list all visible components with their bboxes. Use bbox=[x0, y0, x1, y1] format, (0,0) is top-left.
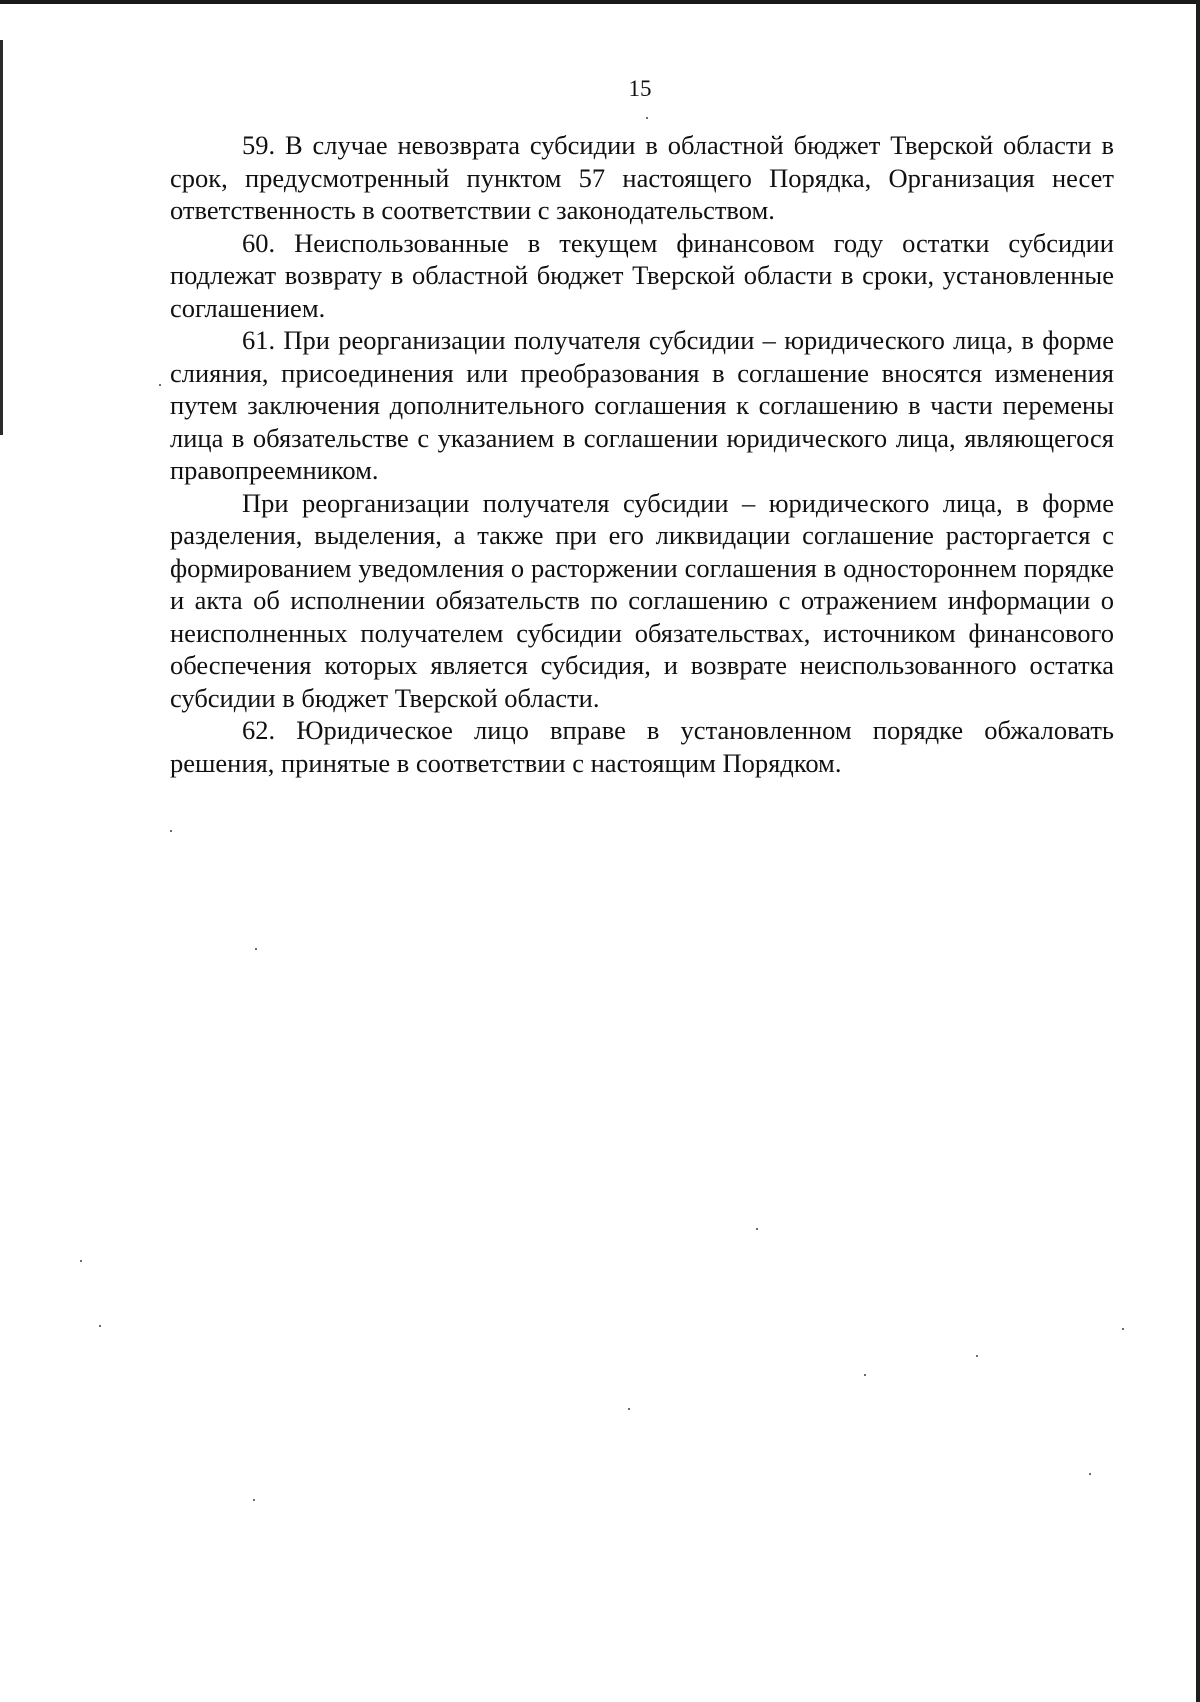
paragraph-62: 62. Юридическое лицо вправе в установленном порядке обжаловать решения, принятые в соответствии с настоящим Порядком. bbox=[170, 715, 1114, 778]
document-body bbox=[170, 129, 1114, 779]
scan-speck bbox=[646, 117, 648, 119]
scan-speck bbox=[756, 1228, 758, 1230]
scan-speck bbox=[170, 830, 172, 832]
scan-speck bbox=[159, 384, 161, 386]
paragraph-61: 61. При реорганизации получателя субсидии – юридического лица, в форме слияния, присоединения или преобразования в соглашение вносятся изменения путем заключения дополнительного соглашения к соглашению в части перемены лица в обязательстве с указанием в соглашении юридического лица, являющегося правопреемником. bbox=[170, 325, 1114, 485]
paragraph-60: 60. Неиспользованные в текущем финансовом году остатки субсидии подлежат возврату в областной бюджет Тверской области в сроки, установленные соглашением. bbox=[170, 227, 1114, 323]
scan-top-edge bbox=[0, 0, 1200, 4]
scan-speck bbox=[99, 1325, 101, 1327]
page-number: 15 bbox=[628, 76, 652, 101]
scan-speck bbox=[253, 1499, 255, 1501]
scan-speck bbox=[1122, 1328, 1124, 1330]
scan-speck bbox=[1089, 1473, 1091, 1475]
scan-speck bbox=[80, 1260, 82, 1262]
scan-speck bbox=[864, 1374, 866, 1376]
paragraph-61-continued: При реорганизации получателя субсидии – юридического лица, в форме разделения, выделения, а также при его ликвидации соглашение расторгается с формированием уведомления о расторжении соглашения в одностороннем порядке и акта об исполнении обязательств по соглашению с отражением информации о неисполненных получателем субсидии обязательствах, источником финансового обеспечения которых является субсидия, и возврате неиспользованного остатка субсидии в бюджет Тверской области. bbox=[170, 487, 1114, 713]
scan-speck bbox=[976, 1355, 978, 1357]
scan-right-edge bbox=[1196, 0, 1200, 1702]
scan-speck bbox=[628, 1408, 630, 1410]
scan-speck bbox=[255, 948, 257, 950]
paragraph-59: 59. В случае невозврата субсидии в областной бюджет Тверской области в срок, предусмотренный пунктом 57 настоящего Порядка, Организация несет ответственность в соответствии с законодательством. bbox=[170, 130, 1114, 225]
